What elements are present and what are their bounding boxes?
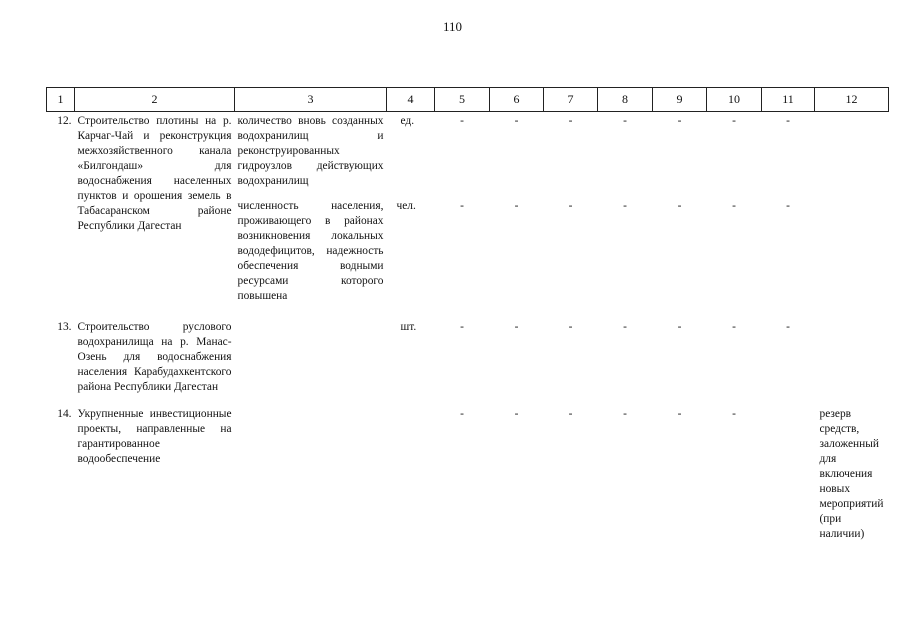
indicator-text: количество вновь созданных водохранилищ и реконструированных гидроузлов действующих водохранилищ: [237, 115, 384, 187]
value-cell: -: [732, 321, 736, 333]
column-header: 10: [707, 88, 762, 112]
value-cell: -: [677, 321, 682, 333]
indicators-table: [46, 87, 889, 542]
value-cell: -: [786, 321, 790, 333]
column-header: 11: [762, 88, 815, 112]
value-cell: -: [514, 321, 519, 333]
column-header: 5: [435, 88, 490, 112]
column-header: 9: [653, 88, 707, 112]
unit-cell: [387, 395, 435, 542]
value-cell: -: [514, 115, 519, 127]
value-cell: -: [786, 200, 790, 212]
indicator-text: [235, 395, 387, 542]
header-row: [47, 88, 889, 112]
value-cell: [762, 395, 815, 542]
unit-cell: шт.: [400, 321, 417, 333]
value-cell: -: [460, 408, 464, 420]
note-cell: [815, 189, 889, 304]
indicator-text: численность населения, проживающего в районах возникновения локальных вододефицитов, надежность обеспечения водными ресурсами которого повышена: [237, 200, 384, 302]
row-number: 14.: [57, 408, 72, 420]
column-header: 12: [815, 88, 889, 112]
table-row: [47, 395, 889, 542]
row-number: 12.: [57, 115, 72, 127]
value-cell: -: [732, 115, 736, 127]
column-header: 6: [490, 88, 544, 112]
row-number: 13.: [57, 321, 72, 333]
activity-name: Укрупненные инвестиционные проекты, направленные на гарантированное водообеспечение: [77, 408, 232, 465]
value-cell: -: [460, 115, 464, 127]
column-header: 8: [598, 88, 653, 112]
note-cell: [815, 112, 889, 190]
value-cell: -: [732, 200, 736, 212]
value-cell: -: [786, 115, 790, 127]
page-number: 110: [442, 19, 463, 34]
note-cell: резерв средств, заложенный для включения новых мероприятий (при наличии): [819, 408, 884, 540]
activity-name: Строительство руслового водохранилища на р. Манас-Озень для водоснабжения населения Карабудахкентского района Республики Дагестан: [77, 321, 232, 393]
value-cell: -: [460, 200, 464, 212]
column-header: 3: [235, 88, 387, 112]
value-cell: -: [623, 115, 627, 127]
value-cell: -: [514, 408, 519, 420]
unit-cell: чел.: [396, 200, 416, 212]
value-cell: -: [623, 321, 627, 333]
activity-name: Строительство плотины на р. Карчаг-Чай и реконструкция межхозяйственного канала «Билгондаш» для водоснабжения населенных пунктов и орошения земель в Табасаранском районе Республики Дагестан: [77, 115, 232, 232]
value-cell: -: [677, 408, 682, 420]
value-cell: -: [514, 200, 519, 212]
column-header: 2: [75, 88, 235, 112]
value-cell: -: [568, 408, 573, 420]
value-cell: -: [568, 115, 573, 127]
value-cell: -: [568, 321, 573, 333]
value-cell: -: [677, 115, 682, 127]
value-cell: -: [623, 200, 627, 212]
value-cell: -: [460, 321, 464, 333]
value-cell: -: [677, 200, 682, 212]
note-cell: [815, 304, 889, 395]
column-header: 4: [387, 88, 435, 112]
table-row: [47, 304, 889, 395]
column-header: 1: [47, 88, 75, 112]
value-cell: -: [732, 408, 736, 420]
unit-cell: ед.: [400, 115, 415, 127]
value-cell: -: [568, 200, 573, 212]
column-header: 7: [544, 88, 598, 112]
value-cell: -: [623, 408, 627, 420]
indicator-text: [235, 304, 387, 395]
table-row: [47, 112, 889, 190]
